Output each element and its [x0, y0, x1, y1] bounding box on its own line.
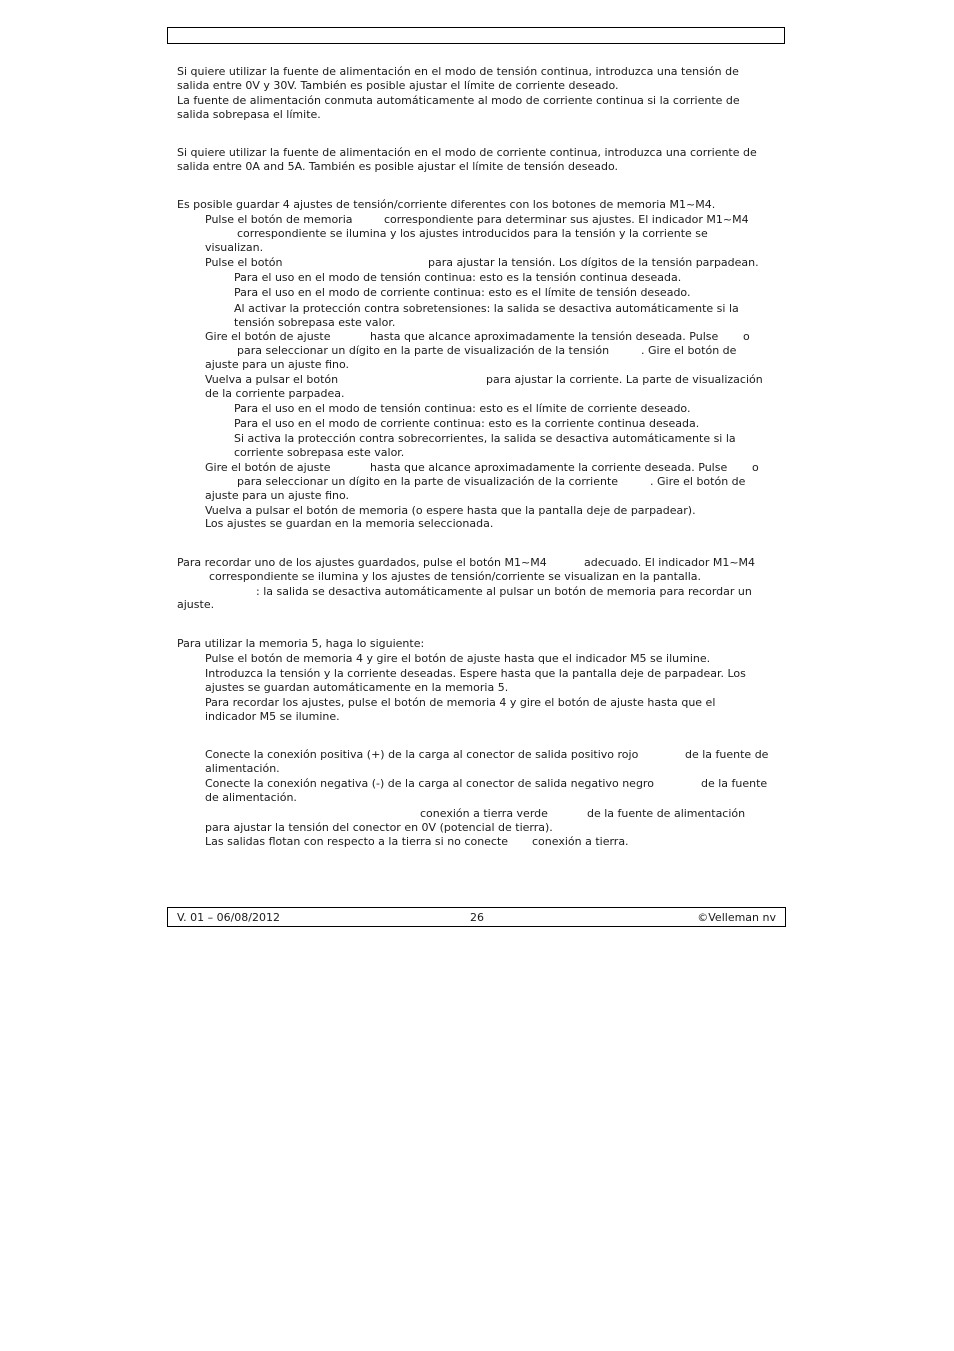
m5-step-2a: Introduzca la tensión y la corriente deseadas. Espere hasta que la pantalla deje de parpadear. Los	[205, 667, 746, 680]
memory-intro: Es posible guardar 4 ajustes de tensión/corriente diferentes con los botones de memoria M1~M4.	[177, 198, 716, 211]
m5-intro: Para utilizar la memoria 5, haga lo siguiente:	[177, 637, 425, 650]
connect-1c: alimentación.	[205, 762, 280, 775]
memory-step-5f: ajuste para un ajuste fino.	[205, 489, 350, 502]
cv-line-2: salida entre 0V y 30V. También es posible ajustar el límite de corriente deseado.	[177, 79, 619, 92]
memory-step-4-sub3b: corriente sobrepasa este valor.	[234, 446, 405, 459]
recall-line-3: : la salida se desactiva automáticamente al pulsar un botón de memoria para recordar un	[256, 585, 752, 598]
memory-step-2-sub3b: tensión sobrepasa este valor.	[234, 316, 396, 329]
memory-step-3e: . Gire el botón de	[641, 344, 737, 357]
page-footer	[167, 907, 786, 927]
memory-step-2-sub1: Para el uso en el modo de tensión continua: esto es la tensión continua deseada.	[234, 271, 682, 284]
memory-step-6: Vuelva a pulsar el botón de memoria (o espere hasta que la pantalla deje de parpadear).	[205, 504, 696, 517]
recall-line-4: ajuste.	[177, 598, 215, 611]
cc-line-1: Si quiere utilizar la fuente de alimentación en el modo de corriente continua, introduzca una corriente de	[177, 146, 757, 159]
memory-step-3c: o	[743, 330, 750, 343]
memory-step-2-sub3a: Al activar la protección contra sobretensiones: la salida se desactiva automáticamente si la	[234, 302, 739, 315]
cc-line-2: salida entre 0A and 5A. También es posible ajustar el límite de tensión deseado.	[177, 160, 619, 173]
page-header-box	[167, 27, 785, 44]
cv-line-3: La fuente de alimentación conmuta automáticamente al modo de corriente continua si la corriente de	[177, 94, 740, 107]
connect-1b: de la fuente de	[685, 748, 769, 761]
memory-step-5b: hasta que alcance aproximadamente la corriente deseada. Pulse	[370, 461, 728, 474]
connect-4b: conexión a tierra.	[532, 835, 629, 848]
memory-step-7: Los ajustes se guardan en la memoria seleccionada.	[205, 517, 494, 530]
m5-step-1: Pulse el botón de memoria 4 y gire el botón de ajuste hasta que el indicador M5 se ilumine.	[205, 652, 711, 665]
memory-step-4-sub2: Para el uso en el modo de corriente continua: esto es la corriente continua deseada.	[234, 417, 700, 430]
memory-step-2-sub2: Para el uso en el modo de corriente continua: esto es el límite de tensión deseado.	[234, 286, 691, 299]
memory-step-4-sub3a: Si activa la protección contra sobrecorrientes, la salida se desactiva automáticamente si la	[234, 432, 736, 445]
cv-line-4: salida sobrepasa el límite.	[177, 108, 321, 121]
memory-step-5a: Gire el botón de ajuste	[205, 461, 331, 474]
connect-3a: conexión a tierra verde	[420, 807, 548, 820]
memory-step-1b: correspondiente para determinar sus ajustes. El indicador M1~M4	[384, 213, 749, 226]
memory-step-4b: para ajustar la corriente. La parte de visualización	[486, 373, 763, 386]
memory-step-1d: visualizan.	[205, 241, 264, 254]
cv-line-1: Si quiere utilizar la fuente de alimentación en el modo de tensión continua, introduzca una tensión de	[177, 65, 739, 78]
memory-step-1a: Pulse el botón de memoria	[205, 213, 353, 226]
recall-line-2: correspondiente se ilumina y los ajustes de tensión/corriente se visualizan en la pantalla.	[209, 570, 702, 583]
connect-3c: para ajustar la tensión del conector en 0V (potencial de tierra).	[205, 821, 553, 834]
memory-step-3a: Gire el botón de ajuste	[205, 330, 331, 343]
footer-version: V. 01 – 06/08/2012	[177, 911, 280, 924]
connect-2a: Conecte la conexión negativa (-) de la carga al conector de salida negativo negro	[205, 777, 654, 790]
memory-step-3b: hasta que alcance aproximadamente la tensión deseada. Pulse	[370, 330, 719, 343]
memory-step-5d: para seleccionar un dígito en la parte de visualización de la corriente	[237, 475, 619, 488]
memory-step-2a: Pulse el botón	[205, 256, 283, 269]
connect-2c: de alimentación.	[205, 791, 297, 804]
memory-step-5e: . Gire el botón de	[650, 475, 746, 488]
memory-step-4a: Vuelva a pulsar el botón	[205, 373, 339, 386]
m5-step-2b: ajustes se guardan automáticamente en la memoria 5.	[205, 681, 509, 694]
memory-step-3d: para seleccionar un dígito en la parte de visualización de la tensión	[237, 344, 610, 357]
connect-4a: Las salidas flotan con respecto a la tierra si no conecte	[205, 835, 509, 848]
connect-2b: de la fuente	[701, 777, 768, 790]
memory-step-1c: correspondiente se ilumina y los ajustes introducidos para la tensión y la corriente se	[237, 227, 708, 240]
m5-step-3b: indicador M5 se ilumine.	[205, 710, 340, 723]
recall-line-1a: Para recordar uno de los ajustes guardados, pulse el botón M1~M4	[177, 556, 547, 569]
recall-line-1b: adecuado. El indicador M1~M4	[584, 556, 756, 569]
memory-step-3f: ajuste para un ajuste fino.	[205, 358, 350, 371]
memory-step-4c: de la corriente parpadea.	[205, 387, 345, 400]
footer-page-number: 26	[470, 911, 484, 924]
memory-step-4-sub1: Para el uso en el modo de tensión continua: esto es el límite de corriente deseado.	[234, 402, 691, 415]
memory-step-5c: o	[752, 461, 759, 474]
memory-step-2b: para ajustar la tensión. Los dígitos de la tensión parpadean.	[428, 256, 759, 269]
m5-step-3a: Para recordar los ajustes, pulse el botón de memoria 4 y gire el botón de ajuste hasta que el	[205, 696, 716, 709]
connect-1a: Conecte la conexión positiva (+) de la carga al conector de salida positivo rojo	[205, 748, 639, 761]
footer-copyright: ©Velleman nv	[697, 911, 776, 924]
connect-3b: de la fuente de alimentación	[587, 807, 746, 820]
